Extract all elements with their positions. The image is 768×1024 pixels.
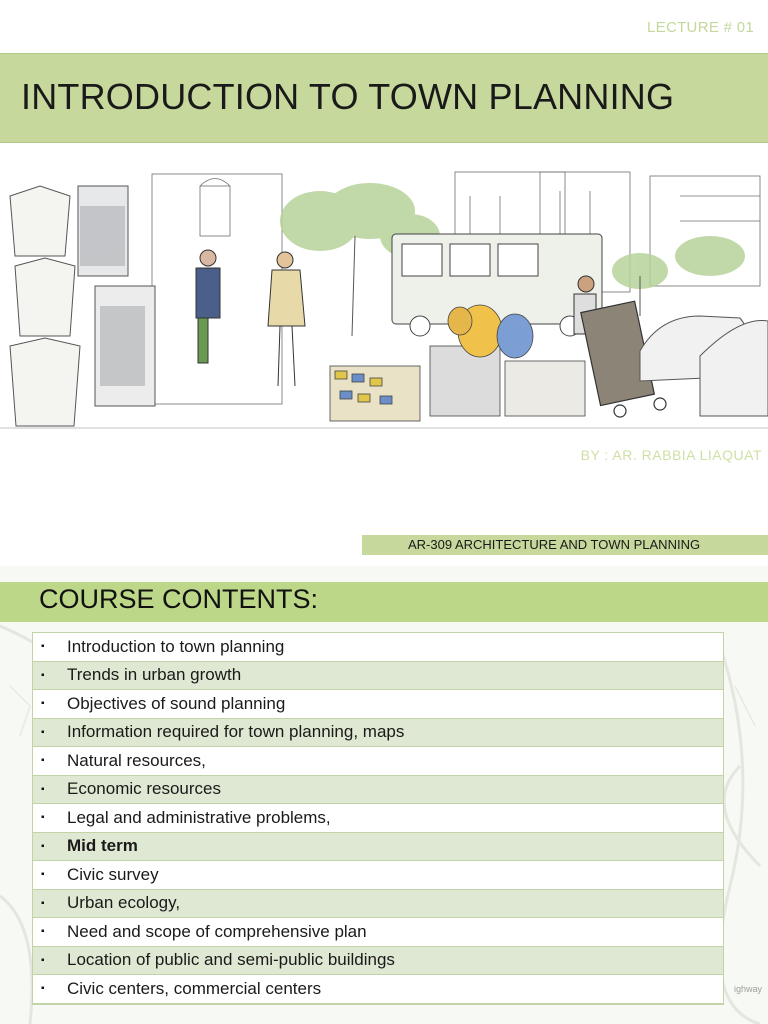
list-item-text: Trends in urban growth (67, 665, 242, 685)
bullet-icon: ▪ (41, 926, 45, 938)
list-item (33, 804, 723, 833)
list-item-text: Information required for town planning, maps (67, 722, 405, 742)
author-label: BY : AR. RABBIA LIAQUAT (580, 447, 762, 463)
list-item-text: Need and scope of comprehensive plan (67, 921, 367, 941)
list-item-text: Introduction to town planning (67, 636, 285, 656)
bullet-icon: ▪ (41, 755, 45, 767)
list-item (33, 747, 723, 776)
list-item (33, 947, 723, 976)
bullet-icon: ▪ (41, 897, 45, 909)
list-item-text: Legal and administrative problems, (67, 807, 331, 827)
list-item (33, 975, 723, 1004)
list-item-text: Objectives of sound planning (67, 693, 286, 713)
list-item (33, 690, 723, 719)
course-contents-slide (0, 566, 768, 1024)
list-item (33, 633, 723, 662)
bullet-icon: ▪ (41, 726, 45, 738)
list-item-text: Economic resources (67, 779, 222, 799)
bullet-icon: ▪ (41, 954, 45, 966)
map-highway-label: ighway (733, 984, 762, 994)
course-code-label: AR-309 ARCHITECTURE AND TOWN PLANNING (408, 537, 701, 552)
lecture-label: LECTURE # 01 (647, 19, 754, 36)
bullet-icon: ▪ (41, 983, 45, 995)
list-item-text: Natural resources, (67, 750, 206, 770)
list-item (33, 890, 723, 919)
slide-title: INTRODUCTION TO TOWN PLANNING (21, 76, 675, 117)
list-item (33, 719, 723, 748)
bullet-icon: ▪ (41, 840, 45, 852)
bullet-icon: ▪ (41, 812, 45, 824)
street-market-sketch (0, 166, 768, 438)
bullet-icon: ▪ (41, 669, 45, 681)
bullet-icon: ▪ (41, 698, 45, 710)
list-item (33, 662, 723, 691)
list-item-text: Civic survey (67, 864, 159, 884)
course-band (362, 535, 768, 555)
course-contents-list (32, 632, 724, 1005)
list-item-text: Location of public and semi-public buildings (67, 950, 395, 970)
list-item-text: Mid term (67, 836, 138, 856)
list-item (33, 776, 723, 805)
bullet-icon: ▪ (41, 783, 45, 795)
course-contents-heading: COURSE CONTENTS: (39, 584, 319, 614)
bullet-icon: ▪ (41, 641, 45, 653)
title-band (0, 53, 768, 143)
list-item-text: Civic centers, commercial centers (67, 978, 322, 998)
list-item-text: Urban ecology, (67, 893, 181, 913)
list-item (33, 918, 723, 947)
list-item (33, 861, 723, 890)
bullet-icon: ▪ (41, 869, 45, 881)
list-item (33, 833, 723, 862)
